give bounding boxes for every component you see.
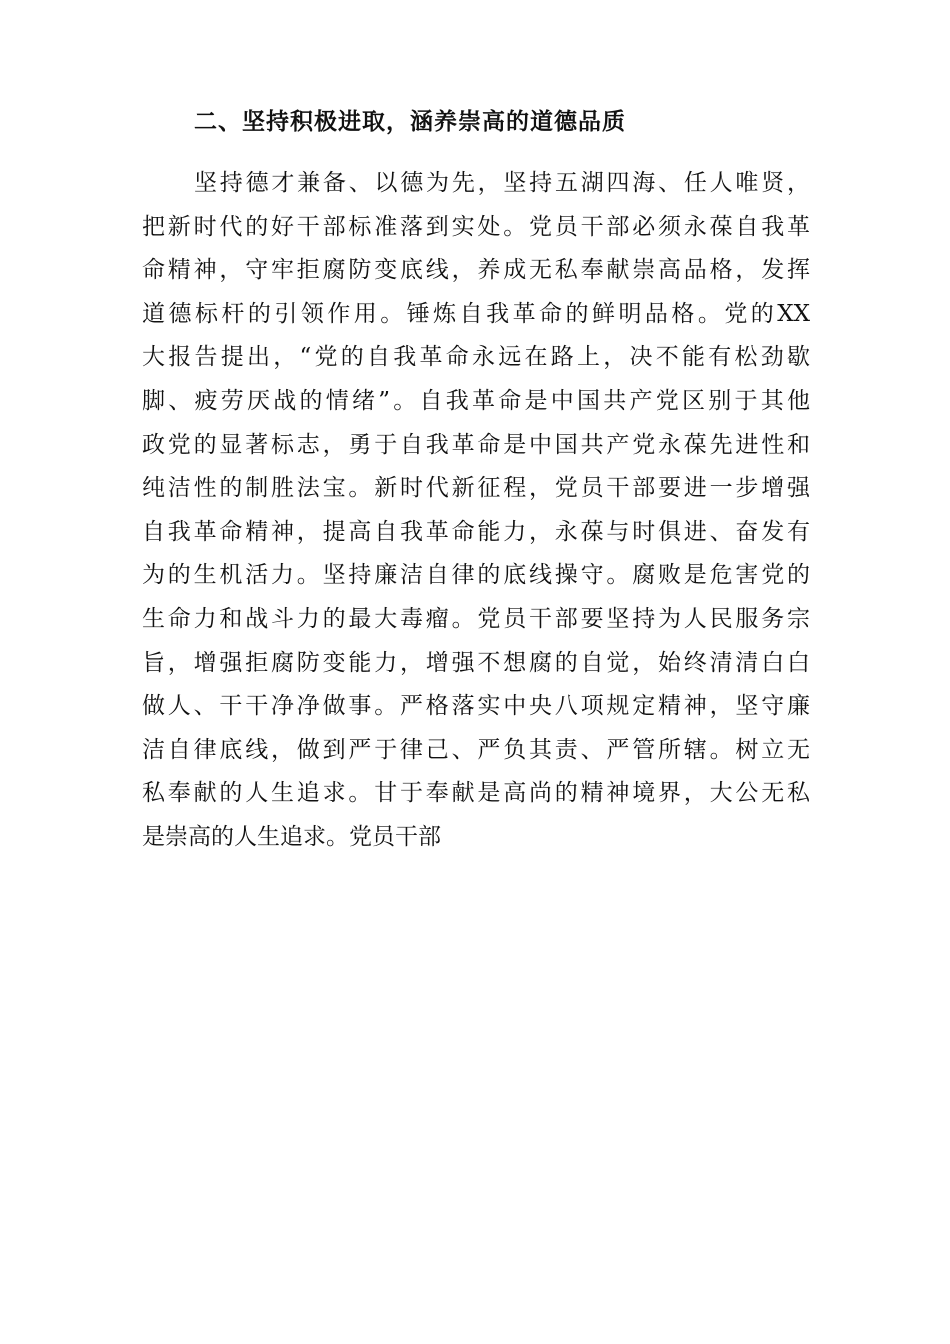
paragraph-line: 洁自律底线，做到严于律己、严负其责、严管所辖。树立无 — [142, 736, 810, 763]
paragraph-line: 纯洁性的制胜法宝。新时代新征程，党员干部要进一步增强 — [142, 475, 810, 502]
paragraph-line: 脚、疲劳厌战的情绪”。自我革命是中国共产党区别于其他 — [142, 387, 810, 414]
paragraph-line: 做人、干干净净做事。严格落实中央八项规定精神，坚守廉 — [142, 693, 810, 720]
paragraph-line: 坚持德才兼备、以德为先，坚持五湖四海、任人唯贤， — [194, 170, 810, 196]
paragraph-line: 生命力和战斗力的最大毒瘤。党员干部要坚持为人民服务宗 — [142, 605, 810, 632]
paragraph-line: 自我革命精神，提高自我革命能力，永葆与时俱进、奋发有 — [142, 518, 810, 545]
paragraph-line: 大报告提出，“党的自我革命永远在路上，决不能有松劲歇 — [142, 344, 810, 371]
paragraph-line: 旨，增强拒腐防变能力，增强不想腐的自觉，始终清清白白 — [142, 649, 810, 676]
section-heading: 二、坚持积极进取，涵养崇高的道德品质 — [194, 108, 626, 135]
paragraph-line: 把新时代的好干部标准落到实处。党员干部必须永葆自我革 — [142, 213, 810, 240]
paragraph-line: 为的生机活力。坚持廉洁自律的底线操守。腐败是危害党的 — [142, 562, 810, 589]
paragraph-line: 命精神，守牢拒腐防变底线，养成无私奉献崇高品格，发挥 — [142, 257, 810, 284]
paragraph-line: 政党的显著标志，勇于自我革命是中国共产党永葆先进性和 — [142, 431, 810, 458]
paragraph-line: 是崇高的人生追求。党员干部 — [142, 823, 441, 850]
body-paragraph — [142, 162, 810, 860]
paragraph-line: 私奉献的人生追求。甘于奉献是高尚的精神境界，大公无私 — [142, 780, 810, 807]
paragraph-line: 道德标杆的引领作用。锤炼自我革命的鲜明品格。党的XX — [142, 300, 810, 327]
